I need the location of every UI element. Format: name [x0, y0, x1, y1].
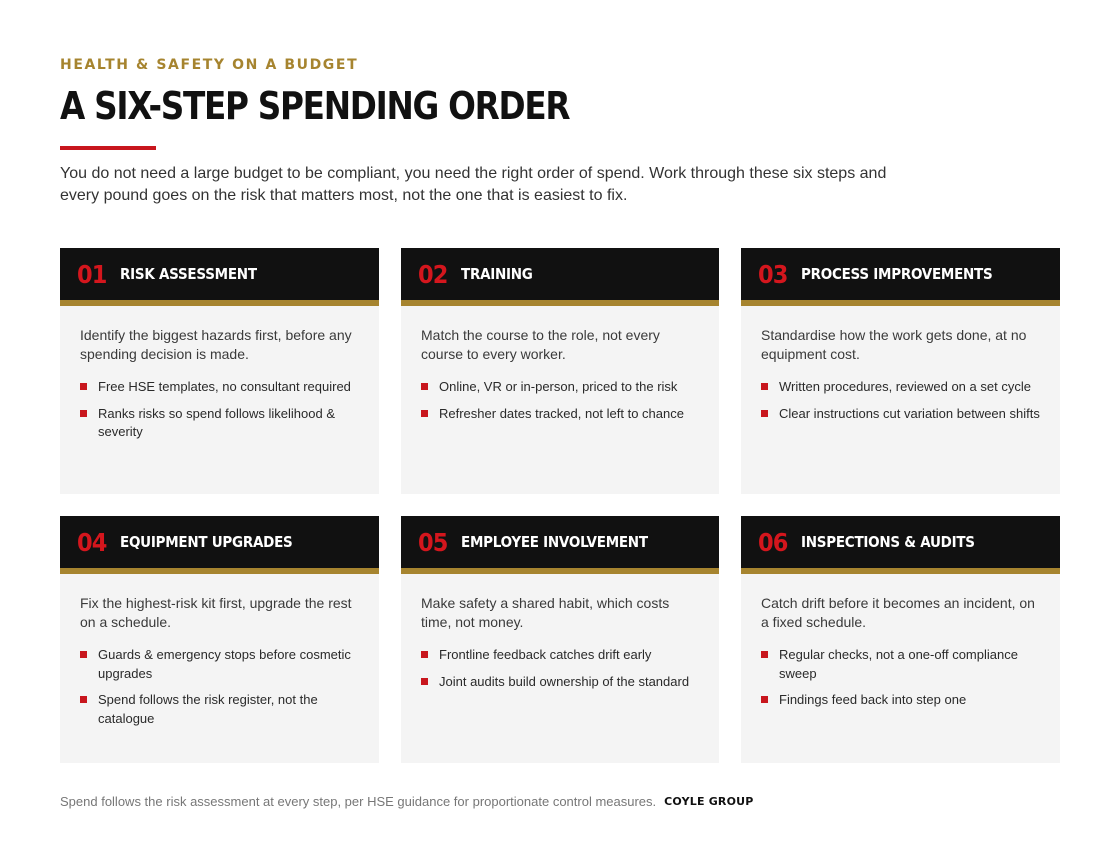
step-card-5 — [401, 516, 719, 763]
bullet-text: Ranks risks so spend follows likelihood & severity — [98, 405, 335, 439]
step-title: EQUIPMENT UPGRADES — [119, 533, 293, 551]
list-item — [761, 646, 1040, 683]
step-title: EMPLOYEE INVOLVEMENT — [460, 533, 648, 551]
step-title: RISK ASSESSMENT — [119, 265, 257, 283]
step-bullet-list — [421, 378, 699, 423]
step-card-header — [741, 248, 1060, 306]
step-bullet-list — [80, 378, 359, 442]
footer-note: Spend follows the risk assessment at every step, per HSE guidance for proportionate control measures. — [60, 794, 657, 809]
square-bullet-icon — [421, 383, 428, 390]
list-item — [421, 673, 699, 692]
square-bullet-icon — [80, 651, 87, 658]
bullet-text: Written procedures, reviewed on a set cycle — [779, 379, 1031, 394]
page-title: A SIX-STEP SPENDING ORDER — [60, 84, 570, 128]
title-underline — [60, 146, 156, 150]
step-card-header — [741, 516, 1060, 574]
step-card-header — [401, 516, 719, 574]
step-card-3 — [741, 248, 1060, 494]
square-bullet-icon — [421, 410, 428, 417]
list-item — [761, 405, 1040, 424]
step-card-body — [741, 306, 1060, 423]
step-card-1 — [60, 248, 379, 494]
step-bullet-list — [421, 646, 699, 691]
step-description: Match the course to the role, not every course to every worker. — [421, 327, 660, 362]
step-description: Fix the highest-risk kit first, upgrade the rest on a schedule. — [80, 595, 352, 630]
square-bullet-icon — [421, 651, 428, 658]
bullet-text: Clear instructions cut variation between shifts — [779, 405, 1040, 421]
step-card-body — [401, 574, 719, 691]
step-title: PROCESS IMPROVEMENTS — [800, 265, 993, 283]
step-bullet-list — [80, 646, 359, 728]
bullet-text: Online, VR or in-person, priced to the risk — [439, 379, 678, 394]
bullet-text: Spend follows the risk register, not the catalogue — [98, 692, 318, 726]
step-title: TRAINING — [460, 265, 533, 283]
footer — [60, 794, 754, 809]
list-item — [761, 378, 1040, 397]
step-card-6 — [741, 516, 1060, 763]
list-item — [421, 405, 699, 424]
step-card-header — [60, 248, 379, 306]
bullet-text: Joint audits build ownership of the standard — [439, 673, 690, 689]
list-item — [80, 378, 359, 397]
step-card-body — [60, 574, 379, 728]
step-bullet-list — [761, 378, 1040, 423]
step-card-header — [60, 516, 379, 574]
bullet-text: Free HSE templates, no consultant required — [98, 379, 351, 394]
step-number: 01 — [77, 259, 107, 289]
square-bullet-icon — [761, 696, 768, 703]
step-number: 02 — [418, 259, 448, 289]
list-item — [761, 691, 1040, 710]
step-card-body — [60, 306, 379, 442]
step-card-2 — [401, 248, 719, 494]
list-item — [80, 691, 359, 728]
step-card-body — [741, 574, 1060, 710]
step-description: Standardise how the work gets done, at no equipment cost. — [761, 327, 1027, 362]
step-number: 03 — [758, 259, 788, 289]
intro-paragraph: You do not need a large budget to be compliant, you need the right order of spend. Work through these six steps and every pound goes on the risk that matters most, not the one that is easiest to fix. — [60, 165, 887, 204]
list-item — [421, 378, 699, 397]
bullet-text: Guards & emergency stops before cosmetic upgrades — [98, 647, 351, 681]
step-description: Identify the biggest hazards first, before any spending decision is made. — [80, 327, 352, 362]
step-bullet-list — [761, 646, 1040, 710]
square-bullet-icon — [80, 696, 87, 703]
bullet-text: Refresher dates tracked, not left to chance — [439, 405, 684, 421]
square-bullet-icon — [761, 383, 768, 390]
square-bullet-icon — [761, 651, 768, 658]
bullet-text: Regular checks, not a one-off compliance sweep — [779, 647, 1018, 681]
step-title: INSPECTIONS & AUDITS — [800, 533, 975, 551]
brand-name: COYLE GROUP — [664, 795, 754, 808]
square-bullet-icon — [80, 410, 87, 417]
step-description: Catch drift before it becomes an incident, on a fixed schedule. — [761, 595, 1035, 630]
square-bullet-icon — [80, 383, 87, 390]
list-item — [421, 646, 699, 665]
step-number: 05 — [418, 527, 448, 557]
step-number: 06 — [758, 527, 788, 557]
list-item — [80, 405, 359, 442]
step-card-header — [401, 248, 719, 306]
step-number: 04 — [77, 527, 107, 557]
eyebrow-label: HEALTH & SAFETY ON A BUDGET — [60, 57, 359, 73]
step-card-body — [401, 306, 719, 423]
square-bullet-icon — [421, 678, 428, 685]
list-item — [80, 646, 359, 683]
step-description: Make safety a shared habit, which costs time, not money. — [421, 595, 670, 630]
step-card-4 — [60, 516, 379, 763]
square-bullet-icon — [761, 410, 768, 417]
bullet-text: Frontline feedback catches drift early — [439, 647, 652, 662]
bullet-text: Findings feed back into step one — [779, 692, 967, 707]
